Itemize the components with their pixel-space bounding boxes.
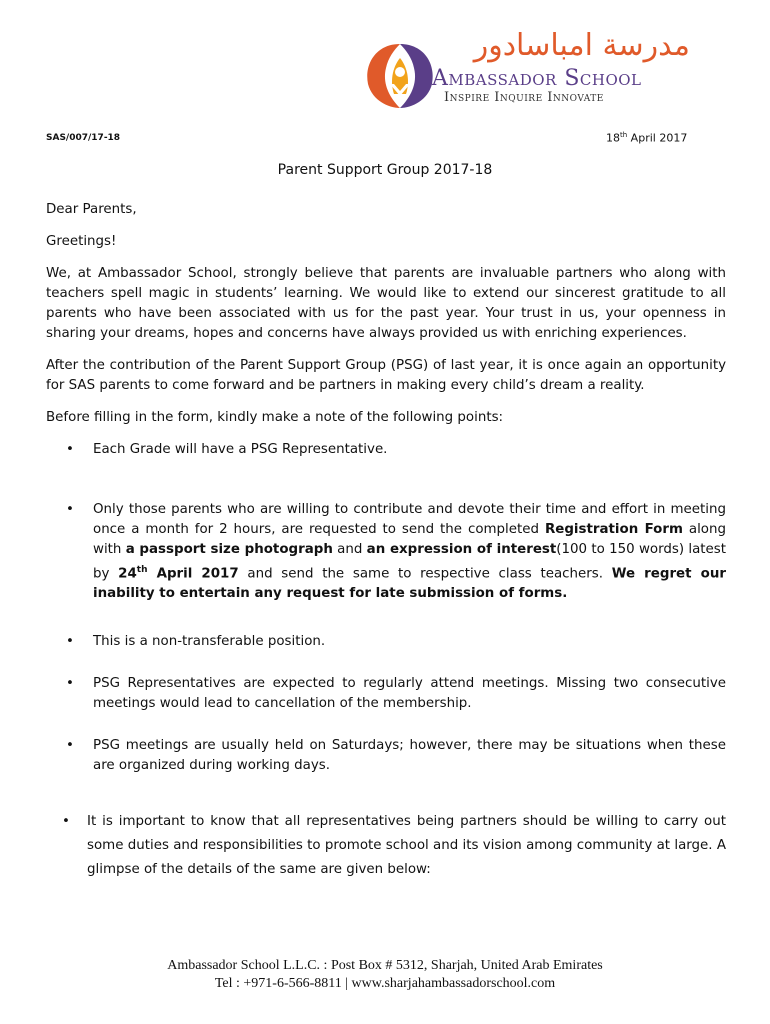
point-superscript: th — [136, 565, 148, 575]
list-item — [46, 674, 726, 714]
school-name: Ambassador School — [432, 66, 642, 91]
bullet-icon: • — [66, 502, 74, 517]
point-text: PSG Representatives are expected to regularly attend meetings. Missing two consecutive meetings would lead to cancellation of the membership. — [93, 676, 726, 712]
point-text: This is a non-transferable position. — [93, 634, 326, 650]
list-item — [46, 500, 726, 604]
paragraph-psg: After the contribution of the Parent Support Group (PSG) of last year, it is once again an opportunity for SAS parents to come forward and be partners in making every child’s dream a reality. — [46, 358, 726, 393]
point-text: Each Grade will have a PSG Representative. — [93, 442, 388, 457]
points-list — [46, 440, 726, 882]
letter-footer — [0, 957, 770, 993]
list-item — [46, 810, 726, 882]
point-text: PSG meetings are usually held on Saturdays; however, there may be situations when these are organized during working days. — [93, 738, 726, 774]
bullet-icon: • — [66, 676, 74, 692]
point-emphasis: April 2017 — [147, 566, 239, 582]
list-item — [46, 440, 726, 460]
bullet-icon: • — [62, 814, 70, 830]
bullet-icon: • — [66, 634, 74, 650]
point-emphasis: We regret our inability to entertain any request for late submission of forms. — [93, 566, 726, 602]
point-text: (100 to 150 words) latest by — [93, 542, 726, 582]
paragraph-instructions: Before filling in the form, kindly make a note of the following points: — [46, 410, 504, 425]
point-text: and — [332, 542, 367, 557]
bullet-icon: • — [66, 442, 74, 457]
letter-body — [46, 200, 726, 898]
greeting: Greetings! — [46, 234, 117, 249]
school-emblem-icon — [360, 38, 440, 110]
date-day: 18 — [606, 131, 620, 145]
date-suffix: th — [620, 131, 628, 139]
point-text: It is important to know that all representatives being partners should be willing to carry out some duties and responsibilities to promote school and its vision among community at large. A glimpse of the details of the same are given below: — [87, 814, 726, 878]
footer-contact: Tel : +971-6-566-8811 | www.sharjahambassadorschool.com — [214, 976, 556, 991]
point-text: and send the same to respective class teachers. — [238, 566, 612, 582]
school-tagline: Inspire Inquire Innovate — [444, 90, 604, 105]
arabic-school-name: مدرسة امباسادور — [473, 28, 690, 63]
point-emphasis: 24 — [118, 566, 137, 582]
point-text: Only those parents who are willing to contribute and devote their time and effort in meeting once a month for 2 hours, are requested to send the completed — [93, 502, 726, 537]
point-emphasis: a passport size photograph — [125, 542, 333, 557]
reference-number: SAS/007/17-18 — [46, 133, 121, 143]
list-item — [46, 736, 726, 776]
paragraph-intro: We, at Ambassador School, strongly believe that parents are invaluable partners who along with teachers spell magic in students’ learning. We would like to extend our sincerest gratitude to all parents who have been associated with us for the past year. Your trust in us, your openness in sharing your dreams, hopes and concerns have always provided us with enriching experiences. — [46, 266, 726, 341]
letter-title: Parent Support Group 2017-18 — [277, 162, 493, 178]
point-emphasis: Registration Form — [544, 522, 683, 537]
bullet-icon: • — [66, 738, 74, 754]
point-text: along with — [93, 522, 726, 557]
date-month-year: April 2017 — [627, 131, 688, 145]
letter-date — [606, 131, 687, 145]
list-item — [46, 632, 726, 652]
point-emphasis: an expression of interest — [366, 542, 557, 557]
salutation: Dear Parents, — [46, 202, 137, 217]
footer-address: Ambassador School L.L.C. : Post Box # 5312, Sharjah, United Arab Emirates — [167, 958, 603, 973]
